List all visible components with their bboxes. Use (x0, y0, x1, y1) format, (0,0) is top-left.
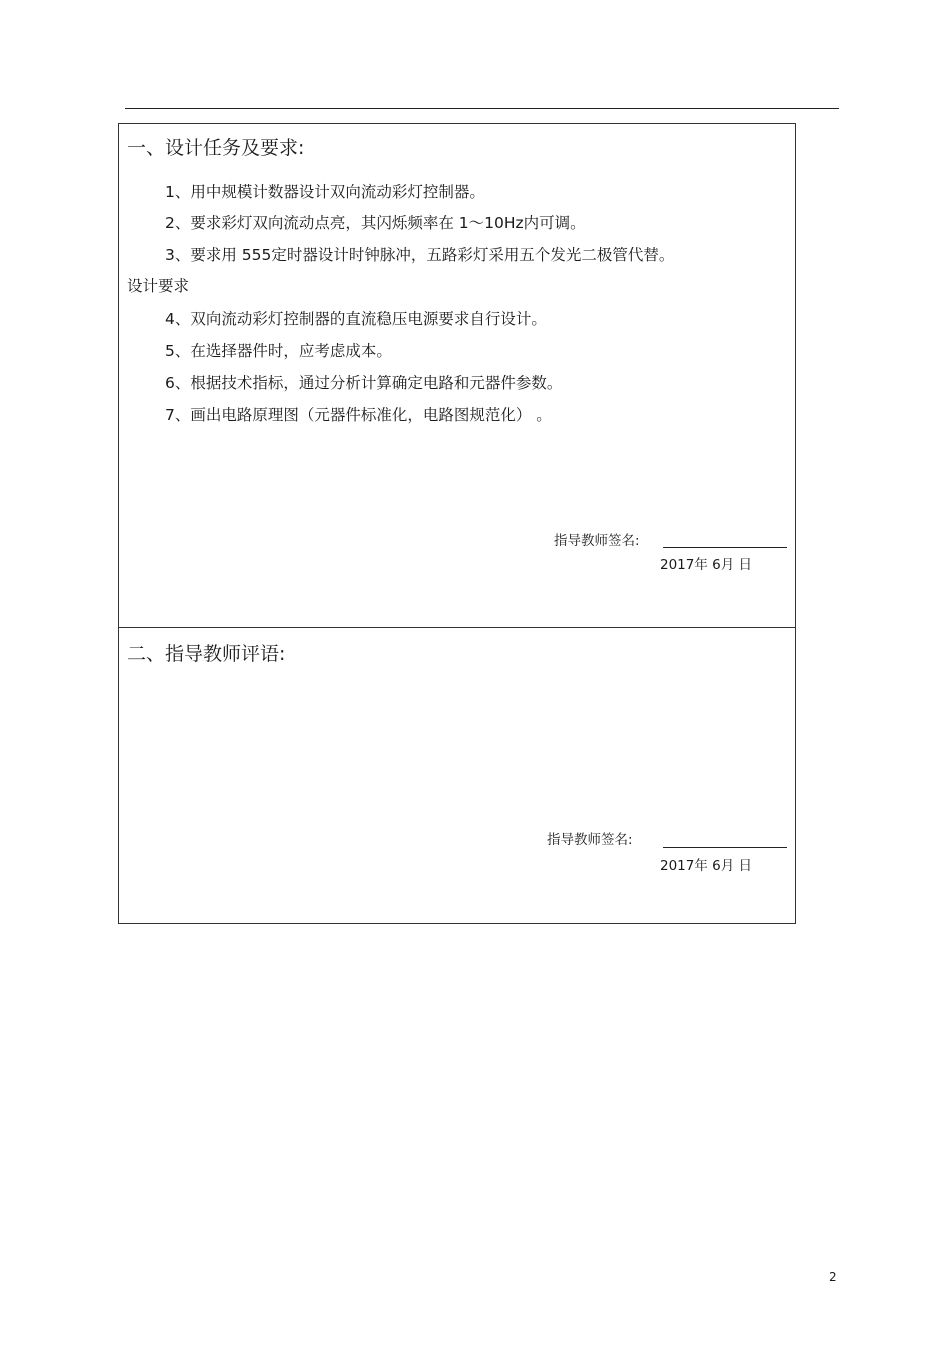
requirement-item-7: 7、画出电路原理图（元器件标准化，电路图规范化） 。 (165, 406, 552, 424)
requirement-subheading: 设计要求 (127, 277, 190, 295)
section-title-design-task: 一、设计任务及要求: (127, 137, 305, 159)
signature-date: 2017年 6月 日 (660, 557, 753, 573)
section-divider (119, 627, 795, 628)
requirement-item-1: 1、用中规模计数器设计双向流动彩灯控制器。 (165, 183, 485, 201)
section-title-teacher-comments: 二、指导教师评语: (127, 643, 286, 665)
comment-signature-label: 指导教师签名: (547, 832, 633, 848)
requirement-item-5: 5、在选择器件时，应考虑成本。 (165, 342, 392, 360)
requirement-item-6: 6、根据技术指标，通过分析计算确定电路和元器件参数。 (165, 374, 563, 392)
assessment-form (118, 123, 796, 924)
comment-signature-date: 2017年 6月 日 (660, 858, 753, 874)
teacher-signature-line (663, 547, 787, 548)
header-rule (125, 108, 839, 109)
requirement-item-4: 4、双向流动彩灯控制器的直流稳压电源要求自行设计。 (165, 310, 547, 328)
requirement-item-3: 3、要求用 555定时器设计时钟脉冲，五路彩灯采用五个发光二极管代替。 (165, 246, 675, 264)
teacher-signature-label: 指导教师签名: (554, 533, 640, 549)
comment-signature-line (663, 847, 787, 848)
page-number: 2 (829, 1270, 837, 1284)
requirement-item-2: 2、要求彩灯双向流动点亮，其闪烁频率在 1～10Hz内可调。 (165, 214, 586, 232)
